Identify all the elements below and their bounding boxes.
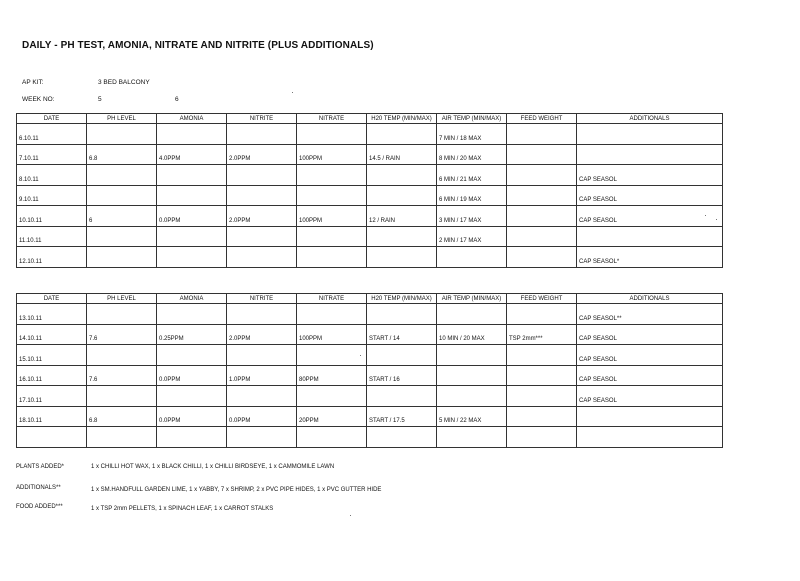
cell-nitrite	[227, 386, 297, 407]
cell-h20-temp	[367, 427, 437, 448]
column-header-nitrate: NITRATE	[297, 114, 367, 124]
cell-nitrite	[227, 165, 297, 186]
cell-air-temp	[437, 365, 507, 386]
cell-feed-weight	[507, 247, 577, 268]
table-row	[17, 206, 723, 227]
cell-air-temp: 3 MIN / 17 MAX	[437, 206, 507, 227]
cell-additionals: CAP SEASOL	[577, 345, 723, 366]
cell-amonia: 0.25PPM	[157, 324, 227, 345]
column-header-nitrate: NITRATE	[297, 294, 367, 304]
note-text-food: 1 x TSP 2mm PELLETS, 1 x SPINACH LEAF, 1 x CARROT STALKS	[91, 506, 274, 512]
cell-date	[17, 427, 87, 448]
cell-nitrite	[227, 345, 297, 366]
cell-date: 9.10.11	[17, 185, 87, 206]
cell-ph-level: 7.6	[87, 324, 157, 345]
cell-date: 18.10.11	[17, 406, 87, 427]
cell-additionals	[577, 226, 723, 247]
cell-nitrite: 0.0PPM	[227, 406, 297, 427]
cell-feed-weight	[507, 185, 577, 206]
cell-nitrite	[227, 226, 297, 247]
cell-nitrite: 2.0PPM	[227, 206, 297, 227]
cell-nitrate	[297, 226, 367, 247]
cell-air-temp	[437, 247, 507, 268]
cell-additionals: CAP SEASOL	[577, 365, 723, 386]
cell-amonia	[157, 427, 227, 448]
cell-amonia: 4.0PPM	[157, 144, 227, 165]
table-row	[17, 144, 723, 165]
cell-h20-temp	[367, 304, 437, 325]
cell-feed-weight	[507, 165, 577, 186]
cell-ph-level	[87, 427, 157, 448]
cell-air-temp	[437, 386, 507, 407]
cell-h20-temp	[367, 165, 437, 186]
cell-nitrite	[227, 247, 297, 268]
cell-h20-temp	[367, 247, 437, 268]
cell-amonia	[157, 345, 227, 366]
cell-amonia	[157, 247, 227, 268]
cell-nitrate: 20PPM	[297, 406, 367, 427]
cell-air-temp: 5 MIN / 22 MAX	[437, 406, 507, 427]
table-row	[17, 165, 723, 186]
cell-ph-level	[87, 124, 157, 145]
cell-air-temp: 2 MIN / 17 MAX	[437, 226, 507, 247]
cell-nitrite	[227, 124, 297, 145]
cell-amonia	[157, 124, 227, 145]
column-header-ph-level: PH LEVEL	[87, 294, 157, 304]
cell-h20-temp	[367, 226, 437, 247]
cell-feed-weight: TSP 2mm***	[507, 324, 577, 345]
cell-nitrite	[227, 304, 297, 325]
column-header-date: DATE	[17, 294, 87, 304]
cell-amonia: 0.0PPM	[157, 206, 227, 227]
cell-nitrate	[297, 427, 367, 448]
week-5-table	[16, 113, 723, 268]
week-no-value-1: 5	[98, 96, 102, 103]
week-no-label: WEEK NO:	[22, 96, 55, 103]
cell-air-temp	[437, 427, 507, 448]
column-header-air-temp: AIR TEMP (MIN/MAX)	[437, 114, 507, 124]
column-header-additionals: ADDITIONALS	[577, 114, 723, 124]
note-label-additionals: ADDITIONALS**	[16, 485, 61, 491]
column-header-amonia: AMONIA	[157, 114, 227, 124]
cell-nitrate: 100PPM	[297, 206, 367, 227]
scan-speck	[350, 515, 351, 516]
cell-additionals	[577, 144, 723, 165]
cell-amonia: 0.0PPM	[157, 406, 227, 427]
scan-speck	[716, 219, 717, 220]
cell-h20-temp: 14.5 / RAIN	[367, 144, 437, 165]
cell-nitrate	[297, 386, 367, 407]
cell-date: 17.10.11	[17, 386, 87, 407]
column-header-ph-level: PH LEVEL	[87, 114, 157, 124]
column-header-additionals: ADDITIONALS	[577, 294, 723, 304]
cell-air-temp: 6 MIN / 19 MAX	[437, 185, 507, 206]
table-row	[17, 345, 723, 366]
cell-amonia	[157, 226, 227, 247]
cell-ph-level: 6.8	[87, 406, 157, 427]
cell-h20-temp: START / 16	[367, 365, 437, 386]
cell-ph-level	[87, 304, 157, 325]
table-row	[17, 304, 723, 325]
cell-nitrate	[297, 247, 367, 268]
cell-additionals: CAP SEASOL	[577, 206, 723, 227]
cell-date: 8.10.11	[17, 165, 87, 186]
cell-feed-weight	[507, 144, 577, 165]
cell-date: 12.10.11	[17, 247, 87, 268]
scan-speck	[705, 215, 706, 216]
cell-air-temp: 6 MIN / 21 MAX	[437, 165, 507, 186]
column-header-air-temp: AIR TEMP (MIN/MAX)	[437, 294, 507, 304]
column-header-h20-temp: H20 TEMP (MIN/MAX)	[367, 294, 437, 304]
cell-nitrite: 1.0PPM	[227, 365, 297, 386]
cell-ph-level	[87, 165, 157, 186]
ap-kit-label: AP KIT:	[22, 79, 44, 86]
cell-ph-level: 6.8	[87, 144, 157, 165]
cell-h20-temp	[367, 345, 437, 366]
cell-ph-level	[87, 185, 157, 206]
cell-nitrite: 2.0PPM	[227, 324, 297, 345]
column-header-feed-weight: FEED WEIGHT	[507, 114, 577, 124]
column-header-nitrite: NITRITE	[227, 294, 297, 304]
cell-amonia	[157, 386, 227, 407]
table-row	[17, 386, 723, 407]
cell-feed-weight	[507, 345, 577, 366]
table-row	[17, 406, 723, 427]
table-row	[17, 124, 723, 145]
table-row	[17, 365, 723, 386]
note-text-plants: 1 x CHILLI HOT WAX, 1 x BLACK CHILLI, 1 x CHILLI BIRDSEYE, 1 x CAMMOMILE LAWN	[91, 464, 335, 470]
cell-date: 11.10.11	[17, 226, 87, 247]
cell-date: 7.10.11	[17, 144, 87, 165]
cell-nitrite: 2.0PPM	[227, 144, 297, 165]
cell-h20-temp	[367, 386, 437, 407]
cell-additionals: CAP SEASOL	[577, 185, 723, 206]
cell-nitrate	[297, 124, 367, 145]
note-label-plants: PLANTS ADDED*	[16, 464, 65, 470]
cell-additionals: CAP SEASOL*	[577, 247, 723, 268]
cell-additionals: CAP SEASOL**	[577, 304, 723, 325]
cell-additionals: CAP SEASOL	[577, 324, 723, 345]
cell-ph-level	[87, 226, 157, 247]
cell-additionals: CAP SEASOL	[577, 165, 723, 186]
cell-amonia: 0.0PPM	[157, 365, 227, 386]
cell-nitrate	[297, 345, 367, 366]
column-header-date: DATE	[17, 114, 87, 124]
cell-date: 15.10.11	[17, 345, 87, 366]
cell-amonia	[157, 165, 227, 186]
cell-nitrate	[297, 165, 367, 186]
cell-date: 6.10.11	[17, 124, 87, 145]
cell-ph-level	[87, 345, 157, 366]
cell-feed-weight	[507, 304, 577, 325]
cell-date: 10.10.11	[17, 206, 87, 227]
week-6-table	[16, 293, 723, 448]
cell-air-temp	[437, 304, 507, 325]
cell-ph-level: 7.6	[87, 365, 157, 386]
ap-kit-value: 3 BED BALCONY	[98, 79, 150, 86]
cell-air-temp: 7 MIN / 18 MAX	[437, 124, 507, 145]
table-row	[17, 247, 723, 268]
cell-nitrate	[297, 304, 367, 325]
cell-nitrate: 100PPM	[297, 144, 367, 165]
cell-h20-temp	[367, 185, 437, 206]
cell-air-temp: 8 MIN / 20 MAX	[437, 144, 507, 165]
cell-additionals	[577, 124, 723, 145]
cell-h20-temp: 12 / RAIN	[367, 206, 437, 227]
cell-ph-level	[87, 247, 157, 268]
cell-date: 16.10.11	[17, 365, 87, 386]
column-header-h20-temp: H20 TEMP (MIN/MAX)	[367, 114, 437, 124]
page-title: DAILY - PH TEST, AMONIA, NITRATE AND NITRITE (PLUS ADDITIONALS)	[22, 40, 374, 51]
cell-feed-weight	[507, 206, 577, 227]
cell-nitrate	[297, 185, 367, 206]
note-text-additionals: 1 x SM.HANDFULL GARDEN LIME, 1 x YABBY, 7 x SHRIMP, 2 x PVC PIPE HIDES, 1 x PVC GUTTER HIDE	[91, 487, 382, 493]
cell-ph-level	[87, 386, 157, 407]
cell-h20-temp: START / 14	[367, 324, 437, 345]
cell-nitrate: 80PPM	[297, 365, 367, 386]
cell-nitrite	[227, 185, 297, 206]
cell-additionals	[577, 406, 723, 427]
week-no-value-2: 6	[175, 96, 179, 103]
scan-speck	[360, 355, 361, 356]
cell-air-temp	[437, 345, 507, 366]
cell-amonia	[157, 185, 227, 206]
cell-feed-weight	[507, 427, 577, 448]
note-label-food: FOOD ADDED***	[16, 504, 63, 510]
cell-amonia	[157, 304, 227, 325]
cell-feed-weight	[507, 386, 577, 407]
cell-feed-weight	[507, 226, 577, 247]
column-header-nitrite: NITRITE	[227, 114, 297, 124]
cell-nitrate: 100PPM	[297, 324, 367, 345]
cell-h20-temp: START / 17.5	[367, 406, 437, 427]
table-row	[17, 427, 723, 448]
cell-ph-level: 6	[87, 206, 157, 227]
column-header-amonia: AMONIA	[157, 294, 227, 304]
cell-date: 13.10.11	[17, 304, 87, 325]
cell-additionals: CAP SEASOL	[577, 386, 723, 407]
cell-h20-temp	[367, 124, 437, 145]
table-row	[17, 185, 723, 206]
table-row	[17, 324, 723, 345]
cell-nitrite	[227, 427, 297, 448]
scan-speck	[292, 92, 293, 93]
cell-air-temp: 10 MIN / 20 MAX	[437, 324, 507, 345]
cell-feed-weight	[507, 406, 577, 427]
cell-feed-weight	[507, 124, 577, 145]
cell-date: 14.10.11	[17, 324, 87, 345]
table-row	[17, 226, 723, 247]
column-header-feed-weight: FEED WEIGHT	[507, 294, 577, 304]
cell-additionals	[577, 427, 723, 448]
cell-feed-weight	[507, 365, 577, 386]
